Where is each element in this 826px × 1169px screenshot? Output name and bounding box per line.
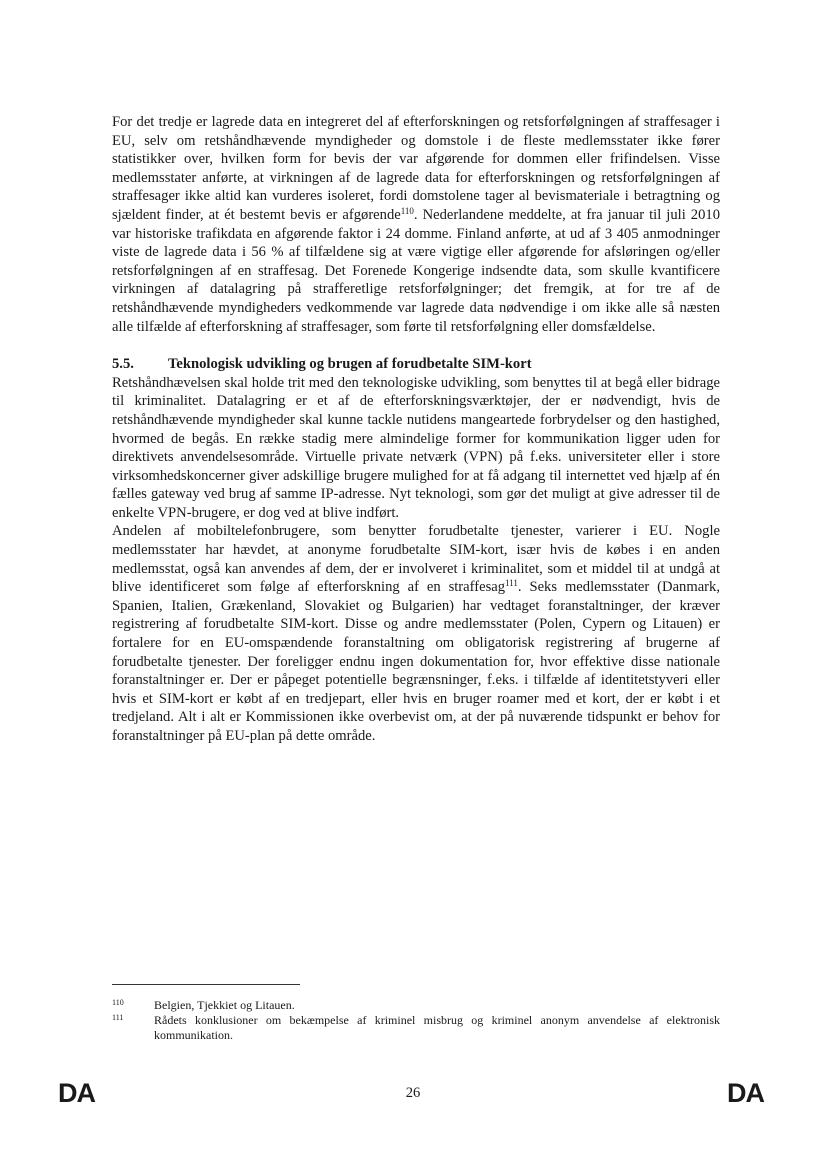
footnote-text: Rådets konklusioner om bekæmpelse af kriminel misbrug og kriminel anonym anvendelse af elektronisk kommunikation. — [154, 1013, 720, 1042]
paragraph-text: Andelen af mobiltelefonbrugere, som benytter forudbetalte tjenester, varierer i EU. Nogle medlemsstater har hævdet, at anonyme forudbetalte SIM-kort, især hvis de købes i en anden medlemsstat, også kan anvendes af dem, der er involveret i kriminalitet, som et middel til at undgå at blive identificeret som følge af efterforskning af en straffesag — [112, 523, 720, 596]
paragraph-prepaid-sim — [112, 522, 720, 745]
language-code-right: DA — [727, 1078, 764, 1108]
page-number: 26 — [405, 1085, 421, 1101]
document-body — [112, 113, 720, 746]
footnote-111 — [112, 1013, 720, 1043]
footnote-divider — [112, 984, 300, 985]
section-number: 5.5. — [112, 356, 134, 373]
paragraph-text: . Nederlandene meddelte, at fra januar til juli 2010 var historiske trafikdata en afgørende faktor i 24 domme. Finland anførte, at ud af 3 405 anmodninger viste de lagrede data i 56 % af tilfældene sig at være vigtige eller afgørende for afsløringen og/eller retsforfølgningen af en straffesag. Det Forenede Kongerige indsendte data, som skulle kvantificere virkningen af datalagring på strafferetlige retsforfølgninger; det fremgik, at for tre af de retshåndhævende myndigheders vedkommende var lagrede data nødvendige i om ikke alle så næsten alle tilfælde af efterforskning af straffesager, som førte til retsforfølgning eller domsfældelse. — [112, 206, 720, 335]
paragraph-data-retention-evidence — [112, 113, 720, 336]
footnote-number: 110 — [112, 998, 124, 1007]
footnote-110 — [112, 998, 720, 1013]
footnotes — [112, 998, 720, 1043]
section-heading — [112, 355, 720, 374]
footnote-ref-111[interactable]: 111 — [505, 578, 518, 589]
paragraph-technology: Retshåndhævelsen skal holde trit med den teknologiske udvikling, som benyttes til at begå eller bidrage til kriminalitet. Datalagring er et af de efterforskningsværktøjer, der er nødvendigt, hvis de retshåndhævende myndigheder skal kunne tackle nutidens mangeartede forbrydelser og den hastighed, hvormed de begås. En række stadig mere almindelige former for kommunikation ligger uden for direktivets anvendelsesområde. Virtuelle private netværk (VPN) på f.eks. universiteter eller i store virksomhedskoncerner giver adskillige brugere mulighed for at få adgang til internettet ved hjælp af én fælles gateway ved brug af samme IP-adresse. Nyt teknologi, som gør det muligt at give adresser til de enkelte VPN-brugere, er dog ved at blive indført. — [112, 374, 720, 521]
footnote-number: 111 — [112, 1013, 124, 1022]
section-title: Teknologisk udvikling og brugen af forudbetalte SIM-kort — [168, 356, 532, 373]
footnote-ref-110[interactable]: 110 — [400, 205, 414, 216]
paragraph-text: For det tredje er lagrede data en integreret del af efterforskningen og retsforfølgningen af straffesager i EU, selv om retshåndhævende myndigheder og domstole i de fleste medlemsstater ikke fører statistikker over, hvilken form for bevis der var afgørende for dommen eller frifindelsen. Visse medlemsstater anførte, at virkningen af de lagrede data for efterforskningen og retsforfølgningen af straffesager ikke altid kan vurderes isoleret, fordi domstolene tager al bevismateriale i betragtning og sjældent finder, at ét bestemt bevis er afgørende — [112, 114, 720, 223]
footnote-text: Belgien, Tjekkiet og Litauen. — [154, 998, 295, 1012]
language-code-left: DA — [58, 1078, 95, 1108]
paragraph-text: . Seks medlemsstater (Danmark, Spanien, Italien, Grækenland, Slovakiet og Bulgarien) har vedtaget foranstaltninger, der kræver registrering af forudbetalte SIM-kort. Disse og andre medlemsstater (Polen, Cypern og Litauen) er fortalere for en EU-omspændende foranstaltning om obligatorisk registrering af brugerne af forudbetalte tjenester. Der foreligger endnu ingen dokumentation for, hvor effektive disse nationale foranstaltninger er. Der er påpeget potentielle begrænsninger, f.eks. i tilfælde af identitetstyveri eller hvis et SIM-kort er købt af en tredjepart, eller hvis en bruger roamer med et kort, der er købt i et tredjeland. Alt i alt er Kommissionen ikke overbevist om, at der på nuværende tidspunkt er behov for foranstaltninger på EU-plan på dette område. — [112, 579, 720, 744]
